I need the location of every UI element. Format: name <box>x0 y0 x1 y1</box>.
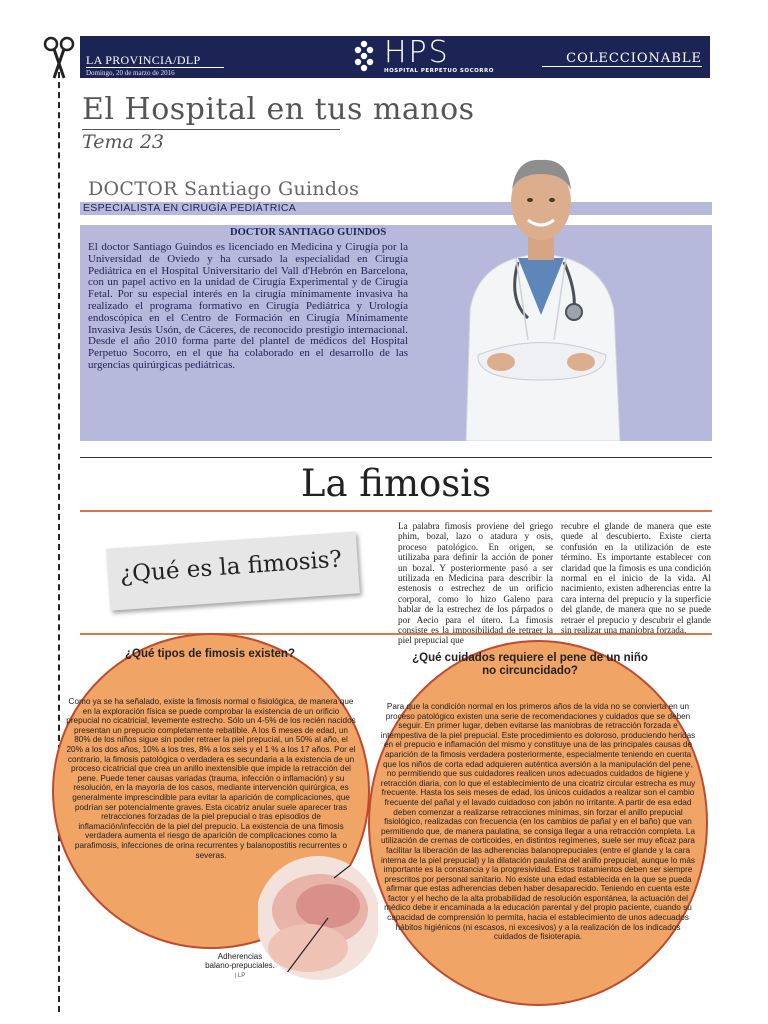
divider-orange <box>80 510 712 512</box>
photo-caption-text: Adherencias balano-prepuciales. <box>205 952 275 970</box>
tema-number: Tema 23 <box>82 131 165 153</box>
doctor-photo <box>456 140 626 441</box>
medical-photo <box>258 838 378 998</box>
hps-logo <box>352 35 494 77</box>
logo-subtitle: HOSPITAL PERPETUO SOCORRO <box>384 68 494 74</box>
doctor-name: DOCTOR Santiago Guindos <box>88 178 360 200</box>
logo-text: HPS <box>384 35 450 70</box>
article-column-2: recubre el glande de manera que este quede al descubierto. Existe cierta confusión en la utilización de este término. Es importante establecer con claridad que la fimosis es una condición normal en el inicio de la vida. Al nacimiento, existen adherencias entre la cara interna del prepucio y la superficie del glande, de manera que no se puede retraer el prepucio y descubrir el glande sin realizar una maniobra forzada. <box>561 521 711 636</box>
page-title: El Hospital en tus manos <box>82 92 475 127</box>
scissors-icon <box>42 36 76 80</box>
circle-right-title: ¿Qué cuidados requiere el pene de un niño no circuncidado? <box>412 652 648 677</box>
circle-left-title: ¿Qué tipos de fimosis existen? <box>125 648 295 660</box>
bio-text: El doctor Santiago Guindos es licenciado en Medicina y Cirugía por la Universidad de Oviedo y ha cursado la especialidad en Cirugía Pediátrica en el Hospital Universitario del Vall d'Hebrón en Barcelona, con un papel activo en la unidad de Cirugía Experimental y de Cirugía Fetal. Por su especial interés en la cirugía mínimamente invasiva ha realizado el programa formativo en Cirugía Pediátrica y Urología endoscópica en el Centro de Formación en Cirugía Mínimamente Invasiva Jesús Usón, de Cáceres, de reconocido prestigio internacional. Desde el año 2010 forma parte del plantel de médicos del Hospital Perpetuo Socorro, en el que ha colaborado en el desarrollo de las urgencias quirúrgicas pediátricas. <box>88 241 408 371</box>
section-underline <box>542 66 702 67</box>
photo-credit: | LP <box>234 973 246 979</box>
specialty-text: ESPECIALISTA EN CIRUGÍA PEDIÁTRICA <box>83 202 297 214</box>
divider-orange-bottom <box>80 633 712 635</box>
circle-right-text: Para que la condición normal en los primeros años de la vida no se convierta en un proceso patológico existen una serie de recomendaciones y cuidados que se deben seguir. En primer lugar, deben evitarse las maniobras de retracción forzada e intempestiva de la piel prepucial. Este procedimiento es doloroso, produciendo heridas en el prepucio e inflamación del mismo y constituye una de las principales causas de aparición de la fimosis verdadera posteriormente, especialmente teniendo en cuenta que los niños de corta edad adquieren auténtica aversión a la manipulación del pene, no permitiendo que sus cuidadores realicen unos adecuados cuidados de higiene y retracción diaria, con lo que el establecimiento de una cicatriz circular estrecha es muy frecuente. Hasta los seis meses de edad, los únicos cuidados a realizar son el cambio frecuente del pañal y el lavado cuidadoso con jabón no irritante. A partir de esa edad deben comenzar a realizarse retracciones mínimas, sin forzar el anillo prepucial fisiológico, realizadas con frecuencia (en los cambios de pañal y en el baño) que van permitiendo que, de manera paulatina, se consiga llegar a una retracción completa. La utilización de cremas de corticoides, en distintos regímenes, suele ser muy eficaz para facilitar la liberación de las adherencias balanoprepuciales (entre el glande y la cara interna de la piel prepucial) y la dilatación paulatina del anillo prepucial, aunque lo más importante es la constancia y la progresividad. Estos tratamientos deben ser siempre prescritos por personal sanitario. No existe una edad establecida en la que se pueda afirmar que estas adherencias deben haber desaparecido. Teniendo en cuenta este factor y el hecho de la alta probabilidad de resolución espontánea, la actuación del médico debe ir encaminada a la educación parental y del propio paciente, cuando su capacidad de comprensión lo permita, hacia el establecimiento de unos adecuados hábitos higiénicos (ni escasos, ni excesivos) y a la realización de los indicados cuidados de fisioterapia. <box>380 702 696 942</box>
section-label: COLECCIONABLE <box>566 51 702 66</box>
bio-heading: DOCTOR SANTIAGO GUINDOS <box>230 227 387 238</box>
header-bar <box>80 36 710 78</box>
circle-left-text: Como ya se ha señalado, existe la fimosis normal o fisiológica, de manera que en la exploración física se puede comprobar la existencia de un orificio prepucial no cicatricial, levemente estrecho. Sólo un 4-5% de los recién nacidos presentan un prepucio completamente rebatible. A los 6 meses de edad, un 80% de los niños sigue sin poder retraer la piel prepucial, un 50% al año, el 20% a los dos años, 10% a los tres, 8% a los seis y el 1 % a los 17 años. Por el contrario, la fimosis patológica o verdadera es secundaria a la existencia de un proceso cicatricial que crea un anillo inextensible que impide la retracción del pene. Puede tener causas variadas (trauma, infección o inflamación) y su resolución, en la mayoría de los casos, mediante intervención quirúrgica, es generalmente imprescindible para evitar la aparición de complicaciones, que podrían ser potencialmente graves. Esta cicatriz anular suele aparecer tras retracciones forzadas de la piel prepucial o tras episodios de inflamación/infección de la piel del prepucio. La existencia de una fimosis verdadera aumenta el riesgo de aparición de complicaciones como la parafimosis, infecciones de orina recurrentes y balanopostitis recurrentes o severas. <box>66 697 356 860</box>
article-headline: La fimosis <box>300 462 492 505</box>
divider-top <box>80 457 712 458</box>
publication-name: LA PROVINCIA/DLP <box>86 53 201 67</box>
title-underline <box>82 129 340 130</box>
publication-underline <box>86 67 224 68</box>
publication-date: Domingo, 20 de marzo de 2016 <box>86 69 175 77</box>
article-column-1: La palabra fimosis proviene del griego phim, bozal, lazo o atadura y osis, proceso patológico. En origen, se utilizaba para definir la acción de poner un bozal. Y posteriormente pasó a ser utilizada en Medicina para describir la estenosis o estrechez de un orificio corporal, como lo hizo Galeno para hablar de la estrechez de los párpados o por Aecio para el útero. La fimosis consiste es la imposibilidad de retraer la piel prepucial que <box>398 521 553 646</box>
photo-caption <box>204 952 276 981</box>
cut-line <box>58 62 60 1012</box>
question-text: ¿Qué es la fimosis? <box>119 546 343 588</box>
hospital-flower-icon <box>352 39 376 75</box>
question-card <box>106 531 360 610</box>
